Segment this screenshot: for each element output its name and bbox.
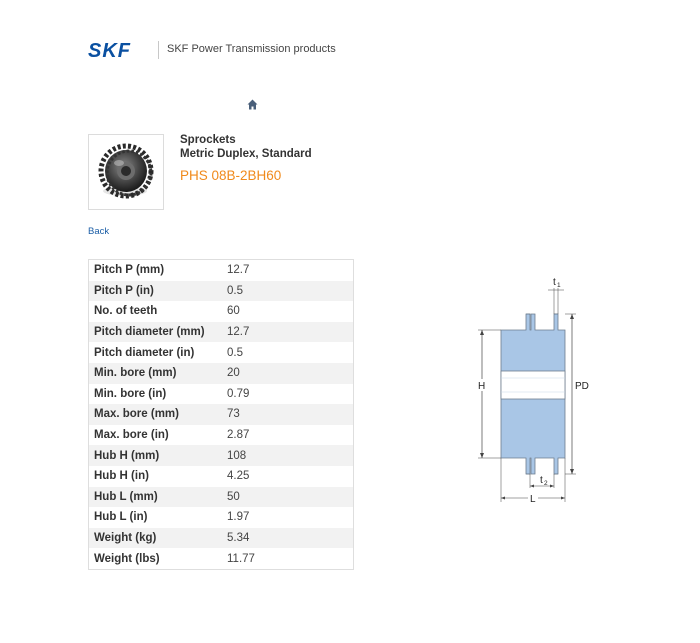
spec-value: 4.25	[227, 470, 250, 483]
spec-row	[89, 425, 354, 446]
spec-label: Pitch P (mm)	[94, 264, 165, 277]
spec-row	[89, 487, 354, 508]
spec-label: Hub H (in)	[94, 470, 149, 483]
spec-table	[88, 259, 354, 570]
spec-label: Min. bore (mm)	[89, 363, 223, 384]
spec-row	[89, 528, 354, 549]
label-pd: PD	[575, 381, 589, 392]
home-icon[interactable]	[247, 99, 258, 110]
spec-row	[89, 301, 354, 322]
spec-row	[89, 322, 354, 343]
spec-value: 12.7	[227, 264, 250, 277]
spec-value: 0.5	[227, 346, 243, 359]
product-name: PHS 08B-2BH60	[180, 168, 282, 183]
spec-row	[89, 507, 354, 528]
spec-value: 12.7	[222, 322, 354, 343]
spec-row	[89, 445, 354, 466]
brand-text: SKF	[88, 40, 131, 60]
sprocket-image	[89, 135, 163, 209]
spec-label: Weight (lbs)	[94, 552, 160, 565]
spec-row	[89, 404, 354, 425]
label-h: H	[478, 381, 486, 392]
spec-value: 50	[222, 487, 354, 508]
spec-label: Pitch diameter (in)	[94, 346, 195, 359]
header-title: SKF Power Transmission products	[167, 43, 336, 55]
spec-label: Max. bore (in)	[94, 429, 169, 442]
label-t2: t	[540, 475, 543, 486]
spec-row	[89, 466, 354, 487]
label-t1: t	[553, 277, 556, 288]
product-subcategory: Metric Duplex, Standard	[180, 148, 312, 160]
spec-label: Hub L (mm)	[89, 487, 223, 508]
sprocket-drawing	[468, 274, 598, 506]
spec-label: Max. bore (mm)	[89, 404, 223, 425]
spec-value: 1.97	[227, 511, 250, 524]
spec-row	[89, 281, 354, 302]
spec-label: Hub L (in)	[94, 511, 148, 524]
spec-value: 73	[222, 404, 354, 425]
product-thumbnail[interactable]	[88, 134, 164, 210]
spec-row	[89, 342, 354, 363]
back-link[interactable]: Back	[88, 226, 110, 237]
spec-row	[89, 260, 354, 281]
spec-value: 0.79	[227, 387, 250, 400]
label-t2-sub: 2	[544, 480, 548, 487]
spec-label: Pitch P (in)	[89, 281, 223, 302]
spec-value: 20	[222, 363, 354, 384]
spec-label: Hub H (mm)	[89, 445, 223, 466]
spec-value: 2.87	[227, 429, 250, 442]
header-divider	[158, 41, 159, 59]
spec-label: No. of teeth	[94, 305, 158, 318]
spec-label: Min. bore (in)	[94, 387, 167, 400]
spec-value: 60	[227, 305, 240, 318]
spec-row	[89, 384, 354, 405]
spec-value: 5.34	[222, 528, 354, 549]
spec-value: 11.77	[227, 552, 255, 565]
spec-value: 108	[222, 445, 354, 466]
skf-logo[interactable]	[88, 40, 150, 60]
spec-row	[89, 548, 354, 569]
bore	[501, 371, 565, 399]
spec-row	[89, 363, 354, 384]
spec-value: 0.5	[222, 281, 354, 302]
label-t1-sub: 1	[557, 282, 561, 289]
product-category: Sprockets	[180, 134, 236, 146]
spec-label: Weight (kg)	[89, 528, 223, 549]
spec-label: Pitch diameter (mm)	[89, 322, 223, 343]
label-l: L	[530, 494, 536, 505]
